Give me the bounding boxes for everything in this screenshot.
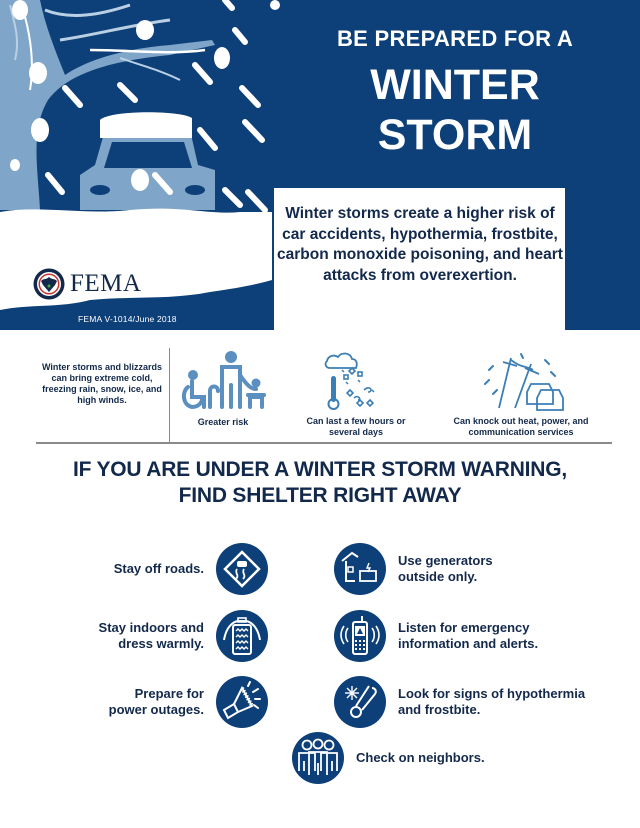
fact-label: Greater risk bbox=[197, 417, 249, 427]
warning-heading-line-1: IF YOU ARE UNDER A WINTER STORM WARNING, bbox=[72, 458, 568, 481]
fact-greater-risk bbox=[178, 345, 268, 428]
intro-box bbox=[273, 188, 565, 330]
generator-outside-icon bbox=[334, 543, 386, 595]
fema-logo bbox=[33, 268, 141, 300]
facts-row bbox=[36, 340, 606, 440]
fact-label: Can last a few hours or several days bbox=[306, 416, 406, 437]
title-line-2: WINTER bbox=[370, 61, 540, 109]
downed-power-lines-icon bbox=[471, 350, 571, 412]
action-label: Stay indoors and dress warmly. bbox=[98, 620, 204, 651]
warning-heading-line-2: FIND SHELTER RIGHT AWAY bbox=[178, 484, 462, 507]
hero-title bbox=[270, 26, 640, 158]
action-prepare-outages bbox=[94, 676, 268, 728]
action-stay-off-roads bbox=[94, 543, 268, 595]
slippery-road-sign-icon bbox=[216, 543, 268, 595]
sweater-icon bbox=[216, 610, 268, 662]
cold-thermometer-icon bbox=[334, 676, 386, 728]
flashlight-icon bbox=[216, 676, 268, 728]
action-stay-indoors bbox=[94, 610, 268, 662]
snow-bank bbox=[0, 200, 272, 330]
dhs-seal-icon bbox=[33, 268, 65, 300]
vertical-divider bbox=[169, 348, 170, 442]
action-label: Check on neighbors. bbox=[356, 750, 485, 765]
fact-label: Can knock out heat, power, and communication services bbox=[453, 416, 589, 437]
action-check-neighbors bbox=[292, 732, 506, 784]
title-line-1: BE PREPARED FOR A bbox=[336, 26, 574, 51]
hero-banner bbox=[0, 0, 640, 330]
action-use-generators bbox=[334, 543, 498, 595]
fema-wordmark: FEMA bbox=[70, 270, 142, 297]
group-of-people-icon bbox=[292, 732, 344, 784]
action-hypothermia-signs bbox=[334, 676, 588, 728]
action-label: Look for signs of hypothermia and frostbite. bbox=[398, 686, 586, 717]
action-label: Stay off roads. bbox=[113, 561, 204, 576]
horizontal-divider bbox=[36, 442, 612, 444]
document-code: FEMA V-1014/June 2018 bbox=[78, 314, 177, 324]
action-label: Use generators outside only. bbox=[398, 553, 493, 584]
vulnerable-people-icon bbox=[178, 345, 268, 413]
action-label: Listen for emergency information and alerts. bbox=[398, 620, 539, 651]
weather-thermometer-icon bbox=[316, 350, 396, 412]
fact-duration bbox=[291, 350, 421, 438]
fact-outages bbox=[436, 350, 606, 438]
action-listen-alerts bbox=[334, 610, 578, 662]
intro-text: Winter storms create a higher risk of car accidents, hypothermia, frostbite, carbon monoxide poisoning, and heart attacks from overexertion. bbox=[277, 205, 563, 284]
warning-heading bbox=[0, 457, 640, 509]
facts-lead-text: Winter storms and blizzards can bring extreme cold, freezing rain, snow, ice, and high winds. bbox=[42, 362, 162, 405]
title-line-3: STORM bbox=[377, 111, 533, 159]
action-label: Prepare for power outages. bbox=[108, 686, 204, 717]
emergency-radio-icon bbox=[334, 610, 386, 662]
